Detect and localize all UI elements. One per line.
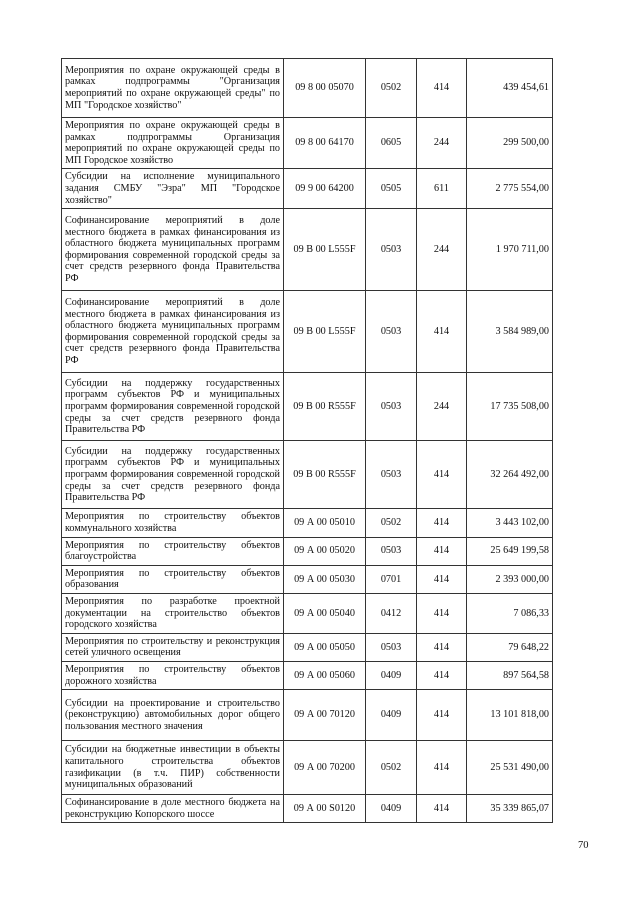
row-description: Мероприятия по строительству объектов образования — [62, 565, 284, 593]
row-amount: 7 086,33 — [467, 593, 553, 633]
row-section-code: 0505 — [366, 169, 417, 209]
row-description: Мероприятия по строительству объектов благоустройства — [62, 537, 284, 565]
row-expense-kind: 414 — [417, 633, 467, 661]
row-expense-kind: 414 — [417, 291, 467, 373]
row-description: Субсидии на поддержку государственных программ субъектов РФ и муниципальных программ формирования современной городской среды за счет средств резервного фонда Правительства РФ — [62, 373, 284, 441]
table-row — [62, 291, 553, 373]
row-section-code: 0605 — [366, 118, 417, 169]
row-amount: 3 584 989,00 — [467, 291, 553, 373]
row-section-code: 0701 — [366, 565, 417, 593]
row-amount: 25 649 199,58 — [467, 537, 553, 565]
row-expense-kind: 414 — [417, 661, 467, 689]
row-expense-kind: 414 — [417, 509, 467, 537]
page-number: 70 — [578, 840, 589, 851]
table-row — [62, 373, 553, 441]
table-row — [62, 118, 553, 169]
row-description: Мероприятия по строительству объектов дорожного хозяйства — [62, 661, 284, 689]
table-row — [62, 59, 553, 118]
row-expense-kind: 414 — [417, 537, 467, 565]
row-target-code: 09 А 00 05010 — [284, 509, 366, 537]
row-section-code: 0409 — [366, 661, 417, 689]
row-expense-kind: 414 — [417, 441, 467, 509]
row-section-code: 0503 — [366, 441, 417, 509]
row-expense-kind: 244 — [417, 209, 467, 291]
budget-table-body — [62, 59, 553, 823]
row-section-code: 0503 — [366, 209, 417, 291]
row-description: Мероприятия по строительству объектов коммунального хозяйства — [62, 509, 284, 537]
row-expense-kind: 414 — [417, 741, 467, 795]
row-target-code: 09 8 00 05070 — [284, 59, 366, 118]
row-target-code: 09 9 00 64200 — [284, 169, 366, 209]
row-target-code: 09 А 00 05030 — [284, 565, 366, 593]
table-row — [62, 661, 553, 689]
row-amount: 35 339 865,07 — [467, 795, 553, 823]
row-amount: 2 393 000,00 — [467, 565, 553, 593]
row-description: Мероприятия по разработке проектной документации на строительство объектов городского хозяйства — [62, 593, 284, 633]
row-amount: 3 443 102,00 — [467, 509, 553, 537]
row-target-code: 09 В 00 R555F — [284, 441, 366, 509]
budget-table — [61, 58, 553, 823]
row-amount: 79 648,22 — [467, 633, 553, 661]
table-row — [62, 593, 553, 633]
row-target-code: 09 В 00 R555F — [284, 373, 366, 441]
row-amount: 13 101 818,00 — [467, 690, 553, 741]
table-row — [62, 209, 553, 291]
table-row — [62, 509, 553, 537]
row-target-code: 09 А 00 05040 — [284, 593, 366, 633]
row-section-code: 0502 — [366, 509, 417, 537]
row-description: Субсидии на поддержку государственных программ субъектов РФ и муниципальных программ формирования современной городской среды за счет средств резервного фонда Правительства РФ — [62, 441, 284, 509]
row-section-code: 0409 — [366, 690, 417, 741]
row-target-code: 09 В 00 L555F — [284, 209, 366, 291]
row-expense-kind: 414 — [417, 593, 467, 633]
row-amount: 32 264 492,00 — [467, 441, 553, 509]
row-description: Софинансирование мероприятий в доле местного бюджета в рамках финансирования из областного бюджета муниципальных программ формирования современной городской среды за счет средств резервного фонда Правительства РФ — [62, 209, 284, 291]
row-description: Мероприятия по охране окружающей среды в рамках подпрограммы Организация мероприятий по охране окружающей среды по МП Городское хозяйство — [62, 118, 284, 169]
table-row — [62, 169, 553, 209]
row-description: Софинансирование в доле местного бюджета на реконструкцию Копорского шоссе — [62, 795, 284, 823]
row-description: Мероприятия по охране окружающей среды в рамках подпрограммы "Организация мероприятий по охране окружающей среды" по МП "Городское хозяйство" — [62, 59, 284, 118]
row-target-code: 09 А 00 70200 — [284, 741, 366, 795]
table-row — [62, 565, 553, 593]
row-section-code: 0503 — [366, 633, 417, 661]
row-description: Субсидии на бюджетные инвестиции в объекты капитального строительства объектов газификации (в т.ч. ПИР) собственности муниципальных образований — [62, 741, 284, 795]
row-expense-kind: 414 — [417, 690, 467, 741]
row-target-code: 09 А 00 S0120 — [284, 795, 366, 823]
row-target-code: 09 А 00 70120 — [284, 690, 366, 741]
row-section-code: 0503 — [366, 373, 417, 441]
row-amount: 299 500,00 — [467, 118, 553, 169]
row-description: Субсидии на проектирование и строительство (реконструкцию) автомобильных дорог общего пользования местного значения — [62, 690, 284, 741]
row-amount: 25 531 490,00 — [467, 741, 553, 795]
row-section-code: 0409 — [366, 795, 417, 823]
row-description: Софинансирование мероприятий в доле местного бюджета в рамках финансирования из областного бюджета муниципальных программ формирования современной городской среды за счет средств резервного фонда Правительства РФ — [62, 291, 284, 373]
row-amount: 2 775 554,00 — [467, 169, 553, 209]
row-expense-kind: 244 — [417, 373, 467, 441]
row-amount: 439 454,61 — [467, 59, 553, 118]
row-target-code: 09 В 00 L555F — [284, 291, 366, 373]
row-expense-kind: 414 — [417, 795, 467, 823]
row-amount: 17 735 508,00 — [467, 373, 553, 441]
row-section-code: 0503 — [366, 291, 417, 373]
row-section-code: 0412 — [366, 593, 417, 633]
row-target-code: 09 А 00 05050 — [284, 633, 366, 661]
row-expense-kind: 244 — [417, 118, 467, 169]
row-section-code: 0502 — [366, 59, 417, 118]
row-target-code: 09 А 00 05020 — [284, 537, 366, 565]
row-expense-kind: 414 — [417, 565, 467, 593]
table-row — [62, 795, 553, 823]
row-target-code: 09 А 00 05060 — [284, 661, 366, 689]
row-target-code: 09 8 00 64170 — [284, 118, 366, 169]
row-description: Субсидии на исполнение муниципального задания СМБУ "Эзра" МП "Городское хозяйство" — [62, 169, 284, 209]
row-section-code: 0503 — [366, 537, 417, 565]
table-row — [62, 690, 553, 741]
row-amount: 1 970 711,00 — [467, 209, 553, 291]
row-description: Мероприятия по строительству и реконструкция сетей уличного освещения — [62, 633, 284, 661]
row-section-code: 0502 — [366, 741, 417, 795]
row-expense-kind: 414 — [417, 59, 467, 118]
table-row — [62, 633, 553, 661]
row-expense-kind: 611 — [417, 169, 467, 209]
table-row — [62, 741, 553, 795]
table-row — [62, 537, 553, 565]
table-row — [62, 441, 553, 509]
row-amount: 897 564,58 — [467, 661, 553, 689]
